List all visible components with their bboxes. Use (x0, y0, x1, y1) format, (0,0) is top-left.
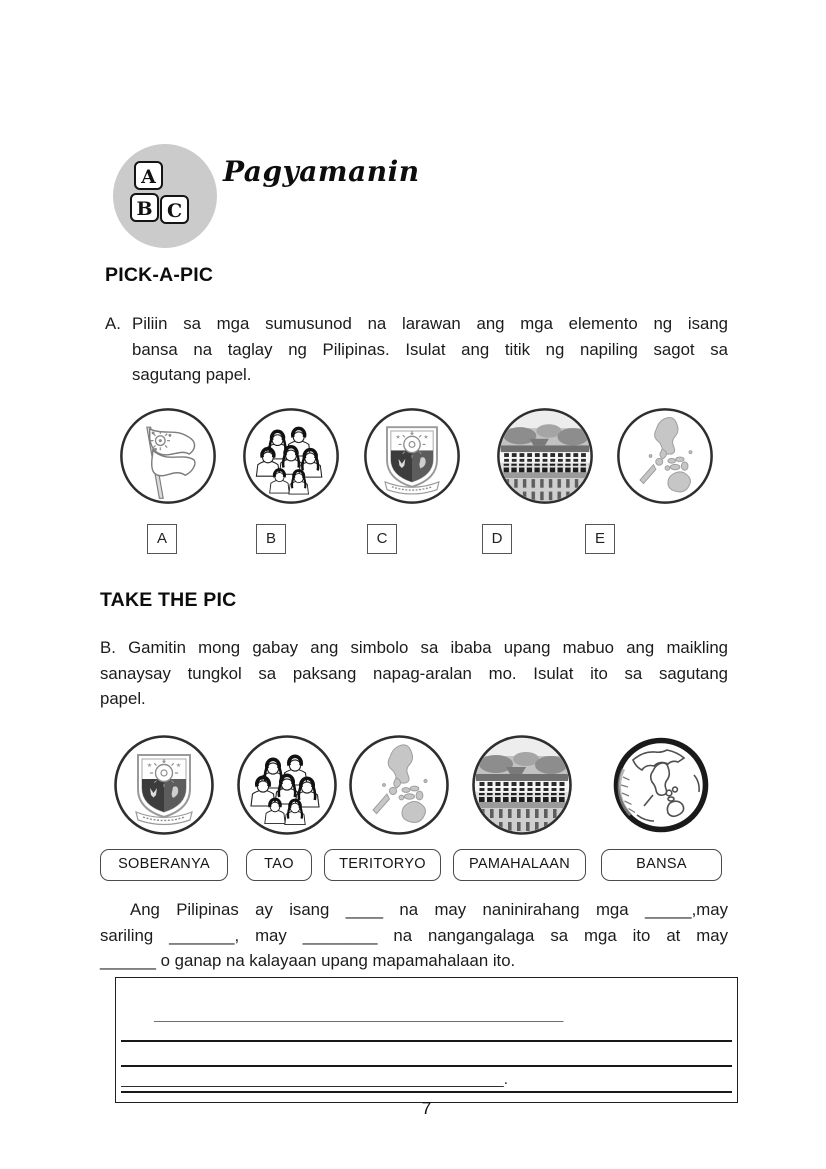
abc-blocks-icon (113, 144, 217, 248)
instruction-a (105, 311, 728, 388)
choice-letter-box-c: C (367, 524, 397, 554)
government-building-image (470, 733, 574, 837)
group-of-people-image (241, 406, 341, 506)
block-letter-b: B (130, 193, 159, 222)
block-letter-a: A (134, 161, 163, 190)
instruction-a-line: sagutang papel. (132, 365, 252, 384)
page-number: 7 (421, 1098, 432, 1118)
instruction-b (100, 635, 728, 712)
philippine-coat-of-arms-image (362, 406, 462, 506)
fill-in-paragraph (100, 897, 728, 974)
essay-title-blank-line: ______________________________________________ (154, 1006, 564, 1023)
writing-line (121, 1091, 732, 1093)
globe-with-philippines-image (609, 733, 713, 837)
choice-letter-box-d: D (482, 524, 512, 554)
writing-line (121, 1040, 732, 1042)
fill-in-line: sariling _______, may ________ na nangangalaga sa mga ito at may (100, 925, 728, 945)
instruction-a-line: Piliin sa mga sumusunod na larawan ang mga elemento ng isang (132, 314, 728, 333)
philippine-flag-image (118, 406, 218, 506)
essay-answer-box (115, 977, 738, 1103)
instruction-a-text (132, 311, 728, 388)
essay-closing-blank-line: ___________________________________________. (121, 1073, 509, 1087)
section-title: Pagyamanin (223, 155, 420, 188)
symbol-label-tao: TAO (246, 849, 312, 881)
symbol-label-teritoryo: TERITORYO (324, 849, 441, 881)
choice-letter-box-e: E (585, 524, 615, 554)
fill-in-line: ______ o ganap na kalayaan upang mapamahalaan ito. (100, 951, 516, 970)
philippine-map-image (615, 406, 715, 506)
symbol-label-pamahalaan: PAMAHALAAN (453, 849, 586, 881)
group-of-people-image (235, 733, 339, 837)
choice-images-row (115, 406, 725, 510)
instruction-b-line: papel. (100, 689, 146, 708)
writing-line (121, 1065, 732, 1067)
fill-in-line: Ang Pilipinas ay isang ____ na may naninirahang mga _____,may (130, 900, 728, 919)
instruction-b-line: sanaysay tungkol sa paksang napag-aralan mo. Isulat ito sa sagutang (100, 663, 728, 683)
symbol-label-bansa: BANSA (601, 849, 722, 881)
symbol-label-soberanya: SOBERANYA (100, 849, 228, 881)
instruction-a-line: bansa na taglay ng Pilipinas. Isulat ang titik ng napiling sagot sa (132, 339, 728, 359)
heading-take-the-pic: TAKE THE PIC (100, 589, 237, 611)
block-letter-c: C (160, 195, 189, 224)
choice-letter-box-a: A (147, 524, 177, 554)
symbol-images-row (100, 733, 728, 841)
choice-letters-row (115, 524, 725, 554)
instruction-a-label: A. (105, 314, 121, 333)
government-building-image (495, 406, 595, 506)
instruction-b-line: B. Gamitin mong gabay ang simbolo sa ibaba upang mabuo ang maikling (100, 638, 728, 657)
philippine-map-image (347, 733, 451, 837)
philippine-coat-of-arms-image (112, 733, 216, 837)
choice-letter-box-b: B (256, 524, 286, 554)
heading-pick-a-pic: PICK-A-PIC (105, 264, 214, 286)
symbol-labels-row (100, 849, 728, 883)
